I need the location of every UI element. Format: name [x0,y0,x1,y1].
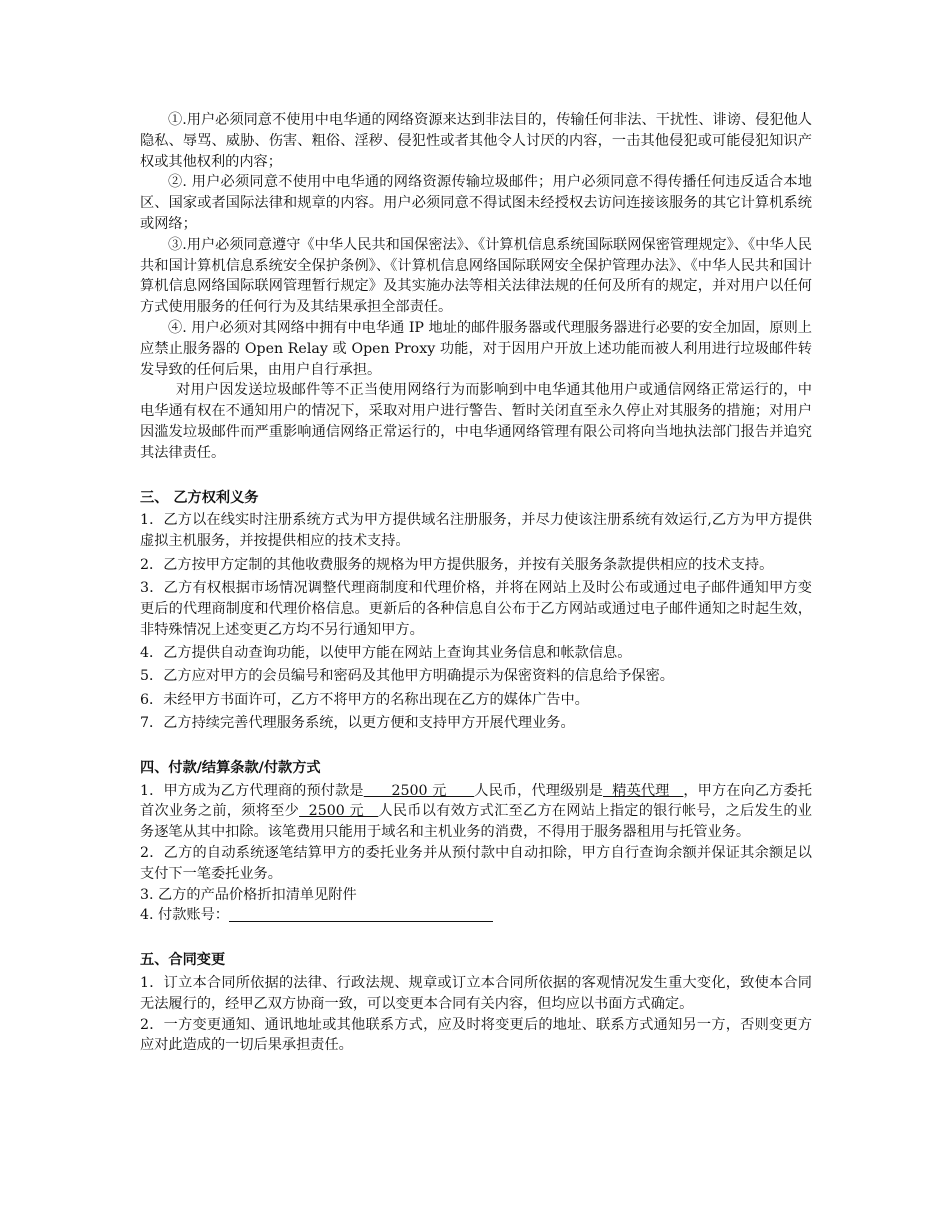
agent-level-field: 精英代理 [603,782,684,799]
section-3-item: 4．乙方提供自动查询功能，以使甲方能在网站上查询其业务信息和帐款信息。 [140,644,632,661]
clause-4: ④. 用户必须对其网络中拥有中电华通 IP 地址的邮件服务器或代理服务器进行必要的安全加固，原则上应禁止服务器的 Open Relay 或 Open Proxy 功能，对于因用户开放上述功能而被人利用进行垃圾邮件转发导致的任何后果，由用户自行承担。 [140,319,812,378]
section-3-item: 6．未经甲方书面许可，乙方不将甲方的名称出现在乙方的媒体广告中。 [140,691,589,708]
section-5-item: 2．一方变更通知、通讯地址或其他联系方式，应及时将变更后的地址、联系方式通知另一方，否则变更方应对此造成的一切后果承担责任。 [140,1016,812,1054]
document-page [140,110,812,1056]
clause-2: ②. 用户必须同意不使用中电华通的网络资源传输垃圾邮件；用户必须同意不得传播任何违反适合本地区、国家或者国际法律和规章的内容。用户必须同意不得试图未经授权去访问连接该服务的其它计算机系统或网络； [140,174,812,232]
payment-account-blank [229,907,493,922]
clause-3: ③.用户必须同意遵守《中华人民共和国保密法》、《计算机信息系统国际联网保密管理规定》、《中华人民共和国计算机信息系统安全保护条例》、《计算机信息网络国际联网安全保护管理办法》、《中华人民共和国计算机信息网络国际联网管理暂行规定》及其实施办法等相关法律法规的任何及所有的规定，并对用户以任何方式使用服务的任何行为及其结果承担全部责任。 [140,236,812,316]
section-4-item: 3. 乙方的产品价格折扣清单见附件 [140,886,357,903]
section-4-item-prepayment: 1．甲方成为乙方代理商的预付款是 2500 元 人民币，代理级别是 精英代理 ，甲方在向乙方委托首次业务之前，须将至少 2500 元 人民币以有效方式汇至乙方在网站上指定的银行帐号，之后发生的业务逐笔从其中扣除。该笔费用只能用于域名和主机业务的消费，不得用于服务器租用与托管业务。 [140,782,812,841]
prepayment-amount-field: 2500 元 [363,782,475,799]
section-3-item: 3．乙方有权根据市场情况调整代理商制度和代理价格，并将在网站上及时公布或通过电子邮件通知甲方变更后的代理商制度和代理价格信息。更新后的各种信息自公布于乙方网站或通过电子邮件通知之时起生效，非特殊情况上述变更乙方均不另行通知甲方。 [140,579,812,638]
section-5-item: 1．订立本合同所依据的法律、行政法规、规章或订立本合同所依据的客观情况发生重大变化，致使本合同无法履行的，经甲乙双方协商一致，可以变更本合同有关内容，但均应以书面方式确定。 [140,975,812,1012]
section-4-heading: 四、付款/结算条款/付款方式 [140,759,321,776]
section-5-heading: 五、合同变更 [140,952,226,969]
section-3-item: 5．乙方应对甲方的会员编号和密码及其他甲方明确提示为保密资料的信息给予保密。 [140,668,674,685]
section-4-item: 2．乙方的自动系统逐笔结算甲方的委托业务并从预付款中自动扣除，甲方自行查询余额并保证其余额足以支付下一笔委托业务。 [140,845,812,882]
section-3-item: 1．乙方以在线实时注册系统方式为甲方提供域名注册服务，并尽力使该注册系统有效运行,乙方为甲方提供虚拟主机服务，并按提供相应的技术支持。 [140,512,812,550]
minimum-remittance-field: 2500 元 [299,803,379,820]
clause-1: ①.用户必须同意不使用中电华通的网络资源来达到非法目的，传输任何非法、干扰性、诽谤、侵犯他人隐私、辱骂、威胁、伤害、粗俗、淫秽、侵犯性或者其他令人讨厌的内容，一击其他侵犯或可能侵犯知识产权或其他权利的内容； [140,112,812,170]
section-3-item: 2．乙方按甲方定制的其他收费服务的规格为甲方提供服务，并按有关服务条款提供相应的技术支持。 [140,556,774,573]
spam-penalty-paragraph: 对用户因发送垃圾邮件等不正当使用网络行为而影响到中电华通其他用户或通信网络正常运行的，中电华通有权在不通知用户的情况下，采取对用户进行警告、暂时关闭直至永久停止对其服务的措施；对用户因滥发垃圾邮件而严重影响通信网络正常运行的，中电华通网络管理有限公司将向当地执法部门报告并追究其法律责任。 [140,382,812,461]
section-3-heading: 三、 乙方权利义务 [140,489,259,506]
section-3-item: 7．乙方持续完善代理服务系统，以更方便和支持甲方开展代理业务。 [140,715,575,732]
payment-account-line: 4. 付款账号： [140,905,812,926]
